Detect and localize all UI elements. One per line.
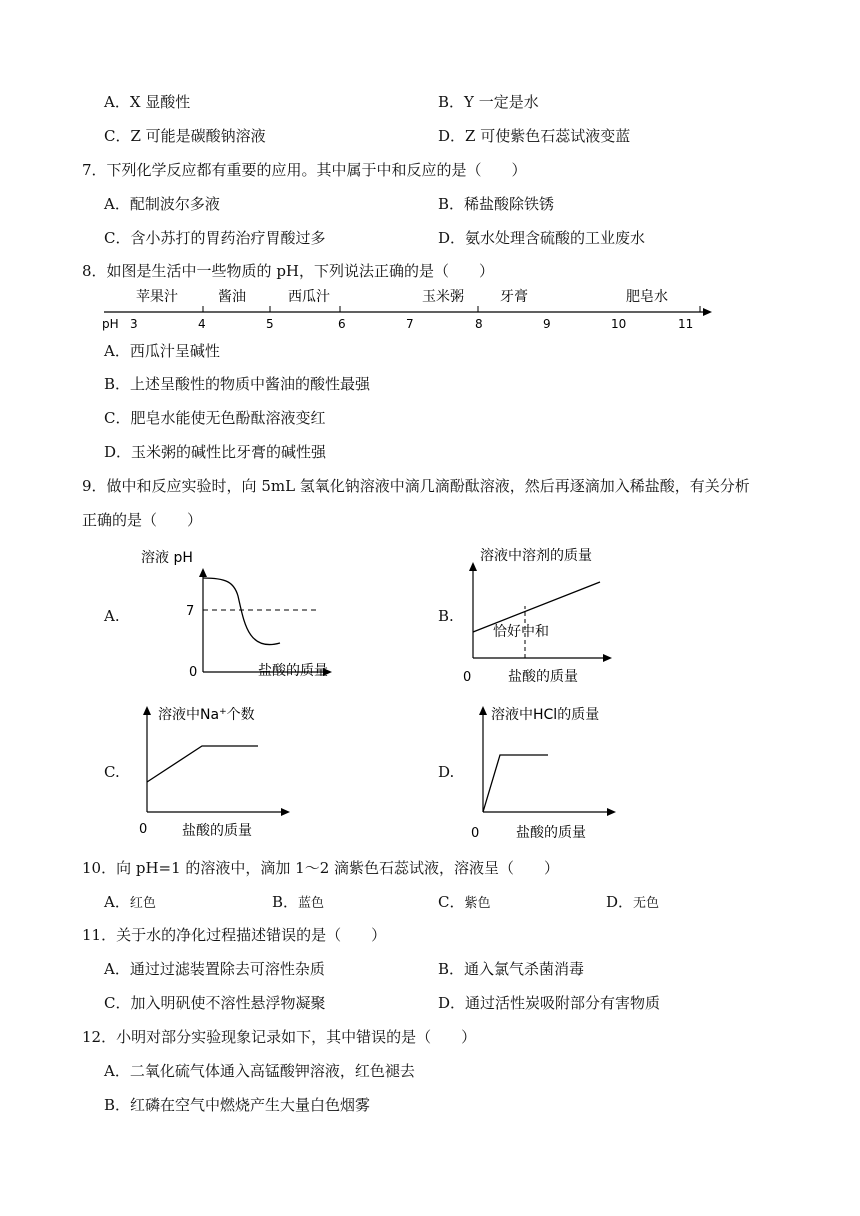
q8-stem: 8．如图是生活中一些物质的 pH，下列说法正确的是（ ） [82, 262, 494, 280]
q10-stem: 10．向 pH=1 的溶液中，滴加 1～2 滴紫色石蕊试液，溶液呈（ ） [82, 859, 560, 877]
q8-option-a: A．西瓜汁呈碱性 [104, 342, 220, 360]
graph-b-xlabel: 盐酸的质量 [508, 669, 578, 685]
ph-scale-ticks [203, 306, 700, 312]
graph-b-origin: 0 [463, 670, 472, 685]
graph-d-xlabel: 盐酸的质量 [516, 825, 586, 841]
graph-d-origin: 0 [471, 826, 480, 841]
ph-scale-figure [100, 284, 720, 334]
q12-stem: 12．小明对部分实验现象记录如下，其中错误的是（ ） [82, 1028, 477, 1046]
q10-option-d: D．无色 [606, 893, 660, 911]
graph-b-label: B. [438, 607, 454, 625]
graph-b-solvent-mass [460, 540, 620, 690]
ph-item-soy-sauce: 酱油 [218, 289, 246, 305]
graph-c-ylabel: 溶液中Na+个数 [158, 707, 255, 723]
q11-stem: 11．关于水的净化过程描述错误的是（ ） [82, 926, 387, 944]
q7-option-b: B．稀盐酸除铁锈 [438, 195, 555, 213]
ph-axis-label: pH [102, 317, 119, 331]
ph-item-apple-juice: 苹果汁 [136, 289, 178, 305]
graph-d-hcl-mass [460, 698, 620, 844]
q10-option-c: C．紫色 [438, 893, 491, 911]
graph-a-ref-label: 7 [186, 604, 195, 619]
q9-stem-line1: 9．做中和反应实验时，向 5mL 氢氧化钠溶液中滴几滴酚酞溶液，然后再逐滴加入稀盐酸，有关分析 [82, 477, 750, 495]
graph-d-label: D. [438, 763, 455, 781]
q6-option-d: D．Z 可使紫色石蕊试液变蓝 [438, 127, 631, 145]
graph-c-origin: 0 [139, 822, 148, 837]
q6-option-b: B．Y 一定是水 [438, 93, 539, 111]
ph-item-soapy-water: 肥皂水 [626, 289, 668, 305]
q11-option-d: D．通过活性炭吸附部分有害物质 [438, 994, 661, 1012]
ph-tick-label: 11 [678, 317, 694, 331]
q6-option-c: C．Z 可能是碳酸钠溶液 [104, 127, 266, 145]
q11-option-c: C．加入明矾使不溶性悬浮物凝聚 [104, 994, 326, 1012]
q8-option-d: D．玉米粥的碱性比牙膏的碱性强 [104, 443, 327, 461]
q8-option-c: C．肥皂水能使无色酚酞溶液变红 [104, 409, 326, 427]
graph-c-label: C. [104, 763, 120, 781]
ph-tick-label: 10 [611, 317, 627, 331]
ph-scale-arrow [703, 308, 712, 316]
graph-a-ph-curve [130, 540, 370, 690]
graph-a-origin: 0 [189, 665, 198, 680]
graph-b-note: 恰好中和 [493, 624, 549, 640]
ph-tick-label: 6 [338, 317, 346, 331]
q9-stem-line2: 正确的是（ ） [82, 511, 203, 529]
graph-b-ylabel: 溶液中溶剂的质量 [480, 548, 592, 564]
q7-stem: 7．下列化学反应都有重要的应用。其中属于中和反应的是（ ） [82, 161, 527, 179]
ph-tick-label: 9 [543, 317, 551, 331]
ph-tick-label: 8 [475, 317, 483, 331]
graph-a-ylabel: 溶液 pH [141, 550, 193, 566]
ph-tick-label: 4 [198, 317, 206, 331]
q11-option-b: B．通入氯气杀菌消毒 [438, 960, 585, 978]
graph-c-sodium-ion-count [130, 698, 370, 844]
q7-option-d: D．氨水处理含硫酸的工业废水 [438, 229, 646, 247]
ph-tick-label: 5 [266, 317, 274, 331]
graph-d-ylabel: 溶液中HCl的质量 [491, 707, 600, 723]
q10-option-a: A．红色 [104, 893, 156, 911]
q10-option-b: B．蓝色 [272, 893, 325, 911]
graph-a-xlabel: 盐酸的质量 [258, 663, 328, 679]
graph-a-label: A. [104, 607, 120, 625]
q11-option-a: A．通过过滤装置除去可溶性杂质 [104, 960, 325, 978]
ph-tick-label: 7 [406, 317, 414, 331]
ph-item-toothpaste: 牙膏 [500, 289, 528, 305]
q8-option-b: B．上述呈酸性的物质中酱油的酸性最强 [104, 375, 371, 393]
q12-option-b: B．红磷在空气中燃烧产生大量白色烟雾 [104, 1096, 371, 1114]
q12-option-a: A．二氧化硫气体通入高锰酸钾溶液，红色褪去 [104, 1062, 415, 1080]
ph-tick-label: 3 [130, 317, 138, 331]
q7-option-a: A．配制波尔多液 [104, 195, 220, 213]
ph-item-corn-porridge: 玉米粥 [422, 289, 464, 305]
graph-c-xlabel: 盐酸的质量 [182, 823, 252, 839]
q7-option-c: C．含小苏打的胃药治疗胃酸过多 [104, 229, 326, 247]
q6-option-a: A．X 显酸性 [104, 93, 191, 111]
ph-item-watermelon-juice: 西瓜汁 [288, 289, 330, 305]
